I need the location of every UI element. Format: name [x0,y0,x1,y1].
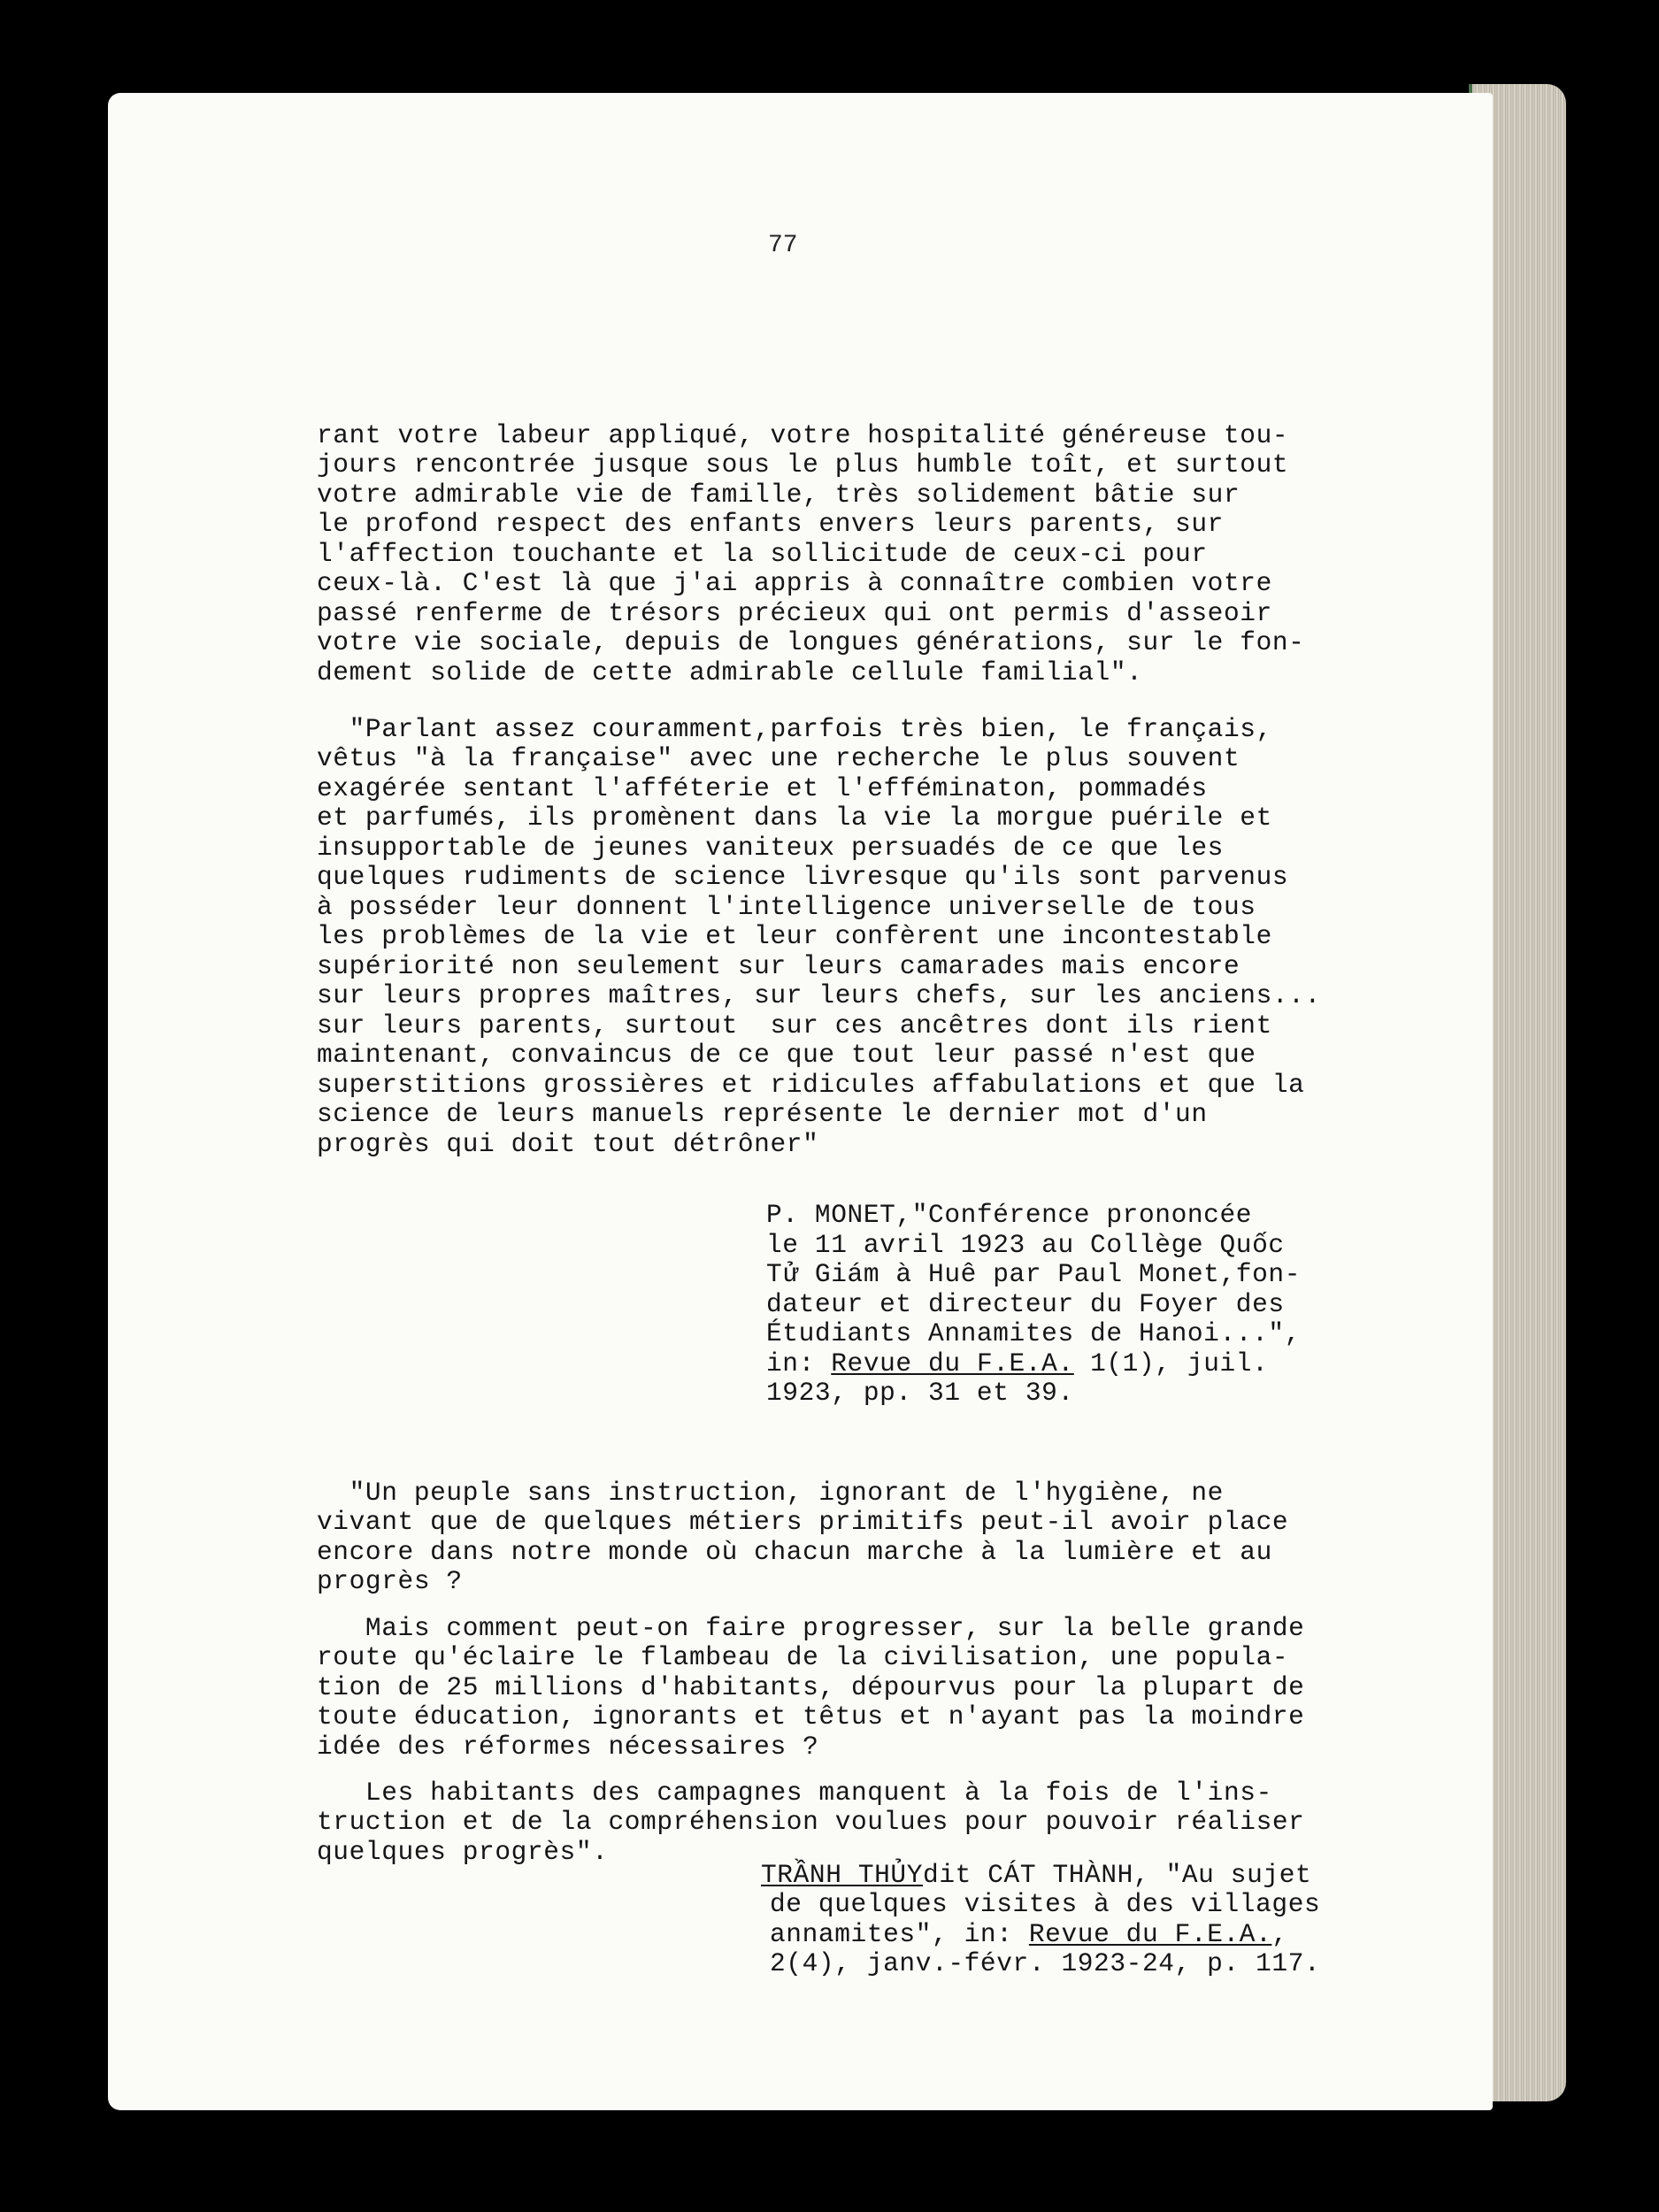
text-line: "Parlant assez couramment,parfois très bien, le français, [317,714,1272,744]
citation-line [761,1861,1311,1890]
text-line: progrès ? [317,1566,463,1596]
citation-suffix: 1(1), juil. [1073,1348,1269,1379]
text-line: encore dans notre monde où chacun marche à la lumière et au [317,1537,1272,1567]
text-line: toute éducation, ignorants et têtus et n'ayant pas la moindre [317,1701,1305,1732]
text-line: et parfumés, ils promènent dans la vie la morgue puérile et [317,803,1272,833]
text-line: sur leurs parents, surtout sur ces ancêtres dont ils rient [317,1010,1272,1041]
citation-line: 1923, pp. 31 et 39. [766,1378,1074,1408]
journal-title: Revue du F.E.A. [1028,1919,1272,1949]
citation-line: Tử Giám à Huê par Paul Monet,fon- [766,1259,1301,1289]
author-name: TRẦNH THỦY [761,1860,924,1890]
text-line: superstitions grossières et ridicules affabulations et que la [317,1070,1305,1100]
bleed-through-text [1134,270,1333,299]
text-line: "Un peuple sans instruction, ignorant de l'hygiène, ne [317,1478,1224,1508]
text-line: ceux-là. C'est là que j'ai appris à connaître combien votre [317,568,1272,598]
page-number: 77 [768,232,798,259]
text-line: vivant que de quelques métiers primitifs peut-il avoir place [317,1507,1289,1537]
text-line: progrès qui doit tout détrôner" [317,1129,819,1159]
text-line: insupportable de jeunes vaniteux persuadés de ce que les [317,833,1224,863]
text-line: supériorité non seulement sur leurs camarades mais encore [317,951,1240,981]
citation-line [766,1349,1268,1379]
text-line: vêtus "à la française" avec une recherche le plus souvent [317,743,1240,773]
text-line: Mais comment peut-on faire progresser, sur la belle grande [317,1613,1305,1643]
citation-line: dateur et directeur du Foyer des [766,1289,1285,1319]
text-line: truction et de la compréhension voulues pour pouvoir réaliser [317,1807,1305,1837]
text-line: passé renferme de trésors précieux qui ont permis d'asseoir [317,598,1272,628]
citation-text: dit CÁT THÀNH, "Au sujet [923,1860,1312,1890]
text-line: tion de 25 millions d'habitants, dépourvus pour la plupart de [317,1672,1305,1702]
text-line: rant votre labeur appliqué, votre hospitalité généreuse tou- [317,420,1289,450]
text-line: votre admirable vie de famille, très solidement bâtie sur [317,480,1240,510]
text-line: quelques progrès". [317,1837,609,1867]
citation-line: P. MONET,"Conférence prononcée [766,1200,1253,1230]
text-line: votre vie sociale, depuis de longues générations, sur le fon- [317,627,1305,657]
citation-line: le 11 avril 1923 au Collège Quốc [766,1230,1285,1260]
text-line: l'affection touchante et la sollicitude de ceux-ci pour [317,539,1208,569]
text-line: route qu'éclaire le flambeau de la civilisation, une popula- [317,1642,1289,1672]
text-line: à posséder leur donnent l'intelligence universelle de tous [317,892,1256,922]
text-line: dement solide de cette admirable cellule familial". [317,657,1143,687]
text-line: science de leurs manuels représente le dernier mot d'un [317,1099,1208,1129]
text-line: sur leurs propres maîtres, sur leurs chefs, sur les anciens... [317,980,1321,1010]
citation-prefix: annamites", in: [770,1919,1029,1949]
text-line: Les habitants des campagnes manquent à la fois de l'ins- [317,1778,1272,1808]
text-line: idée des réformes nécessaires ? [317,1732,819,1762]
citation-line: Étudiants Annamites de Hanoi...", [766,1318,1301,1348]
text-line: les problèmes de la vie et leur confèrent une incontestable [317,921,1272,951]
text-line: maintenant, convaincus de ce que tout leur passé n'est que [317,1040,1256,1070]
text-line: exagérée sentant l'afféterie et l'efféminaton, pommadés [317,773,1208,803]
text-line: quelques rudiments de science livresque qu'ils sont parvenus [317,862,1289,892]
text-line: le profond respect des enfants envers leurs parents, sur [317,509,1224,539]
text-line: jours rencontrée jusque sous le plus humble toît, et surtout [317,449,1289,480]
citation-line [770,1920,1288,1949]
citation-line: 2(4), janv.-févr. 1923-24, p. 117. [770,1948,1321,1978]
citation-prefix: in: [766,1348,832,1379]
journal-title: Revue du F.E.A. [831,1348,1074,1379]
citation-line: de quelques visites à des villages [770,1889,1321,1919]
citation-suffix: , [1271,1919,1288,1949]
